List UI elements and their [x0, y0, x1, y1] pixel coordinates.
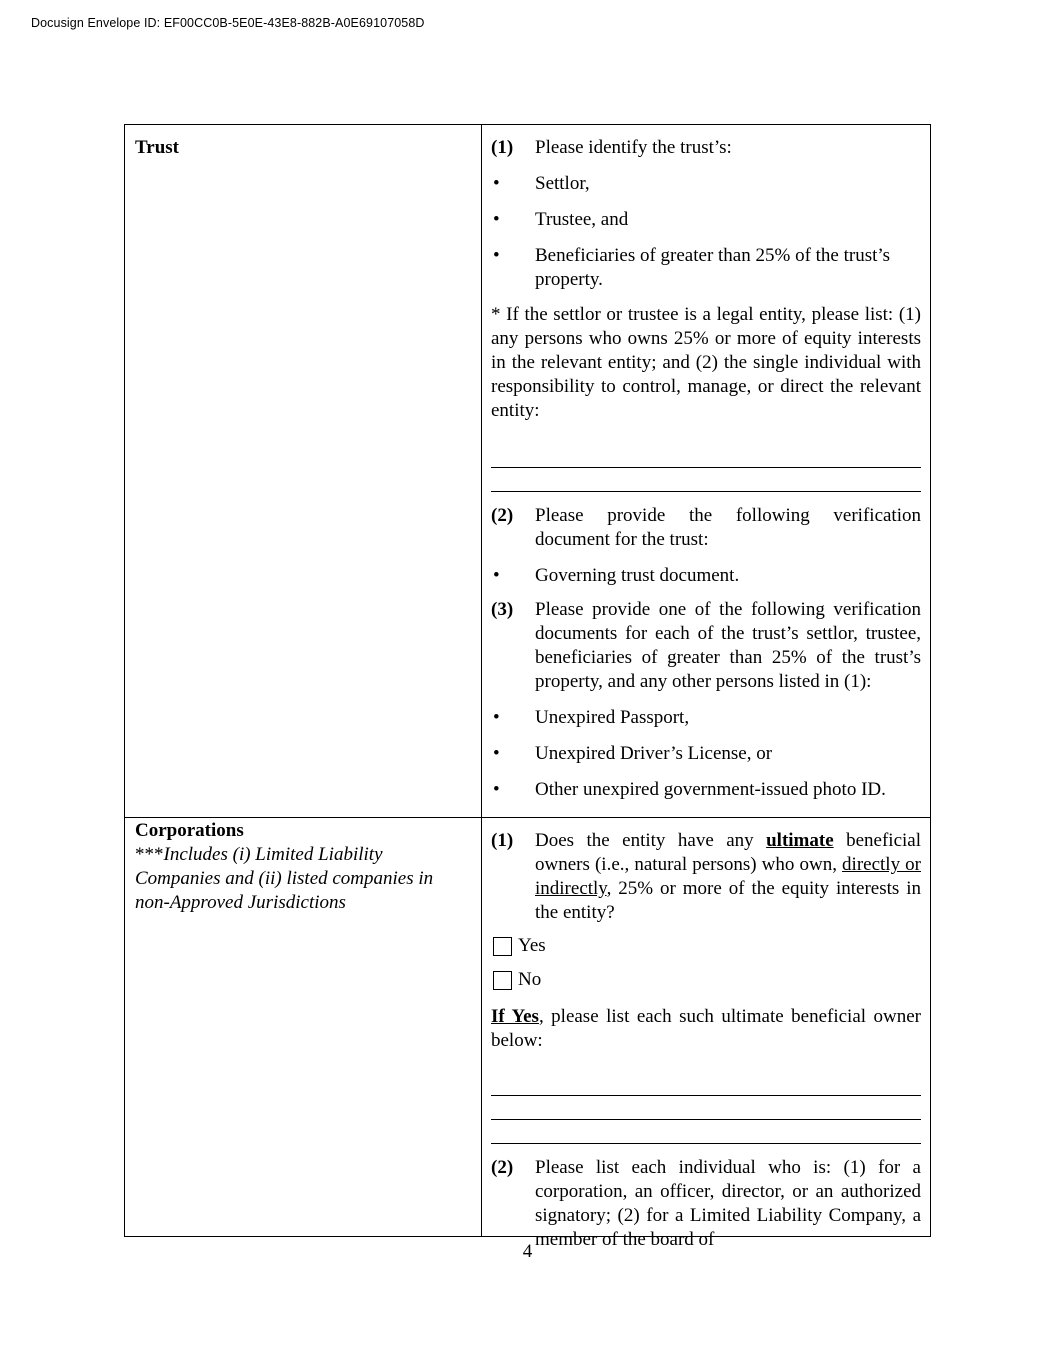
row-divider [125, 817, 930, 818]
list-item: • Unexpired Driver’s License, or [493, 743, 773, 764]
bullet-icon: • [493, 707, 500, 728]
bullet-icon: • [493, 173, 500, 194]
envelope-id: Docusign Envelope ID: EF00CC0B-5E0E-43E8-882B-A0E69107058D [31, 16, 425, 30]
answer-line[interactable] [491, 444, 921, 468]
trust-note: * If the settlor or trustee is a legal entity, please list: (1) any persons who owns 25% or more of equity interests in the relevant entity; and (2) the single individual with responsibility to control, manage, or direct the relevant entity: [491, 304, 921, 421]
yes-label: Yes [518, 935, 546, 956]
bullet-icon: • [493, 779, 500, 800]
question-text: Does the entity have any ultimate beneficial owners (i.e., natural persons) who own, directly or indirectly, 25% or more of the equity interests in the entity? [535, 830, 921, 923]
trust-requirements-cell [491, 136, 921, 802]
corporations-subtitle: ***Includes (i) Limited Liability Companies and (ii) listed companies in non-Approved Jurisdictions [135, 844, 434, 913]
bullet-icon: • [493, 743, 500, 764]
corporations-heading: Corporations [135, 820, 244, 841]
trust-heading: Trust [135, 137, 179, 158]
no-option[interactable] [491, 963, 921, 997]
question-number: (2) [491, 1157, 514, 1178]
no-label: No [518, 969, 542, 990]
trust-question-2 [491, 504, 921, 552]
bullet-icon: • [493, 245, 500, 266]
if-yes-instruction: If Yes, please list each such ultimate beneficial owner below: [491, 1006, 921, 1051]
page-number: 4 [522, 1241, 533, 1262]
question-number: (2) [491, 505, 514, 526]
corporations-heading-cell [135, 819, 470, 915]
trust-heading-cell [135, 136, 470, 160]
bullet-icon: • [493, 209, 500, 230]
trust-question-3 [491, 598, 921, 694]
question-number: (1) [491, 830, 514, 851]
yes-checkbox[interactable] [493, 937, 512, 956]
list-item: • Beneficiaries of greater than 25% of the trust’s property. [493, 245, 891, 290]
question-number: (3) [491, 599, 514, 620]
corporations-requirements-cell [491, 829, 921, 1252]
column-divider [481, 125, 482, 1236]
answer-line[interactable] [491, 1096, 921, 1120]
question-text: Please provide one of the following verification documents for each of the trust’s settlor, trustee, beneficiaries of greater than 25% of the trust’s property, and any other persons listed in (1): [535, 599, 921, 692]
question-text: Please provide the following verification document for the trust: [535, 505, 921, 550]
question-number: (1) [491, 137, 514, 158]
corporations-question-1 [491, 829, 921, 925]
list-item: • Other unexpired government-issued photo ID. [493, 779, 886, 800]
list-item: • Settlor, [493, 173, 590, 194]
list-item: • Governing trust document. [493, 565, 740, 586]
answer-line[interactable] [491, 1120, 921, 1144]
bullet-icon: • [493, 565, 500, 586]
corporations-question-2 [491, 1156, 921, 1252]
list-item: • Unexpired Passport, [493, 707, 690, 728]
no-checkbox[interactable] [493, 971, 512, 990]
question-text: Please list each individual who is: (1) for a corporation, an officer, director, or an authorized signatory; (2) for a Limited Liability Company, a member of the board of [535, 1157, 921, 1250]
answer-line[interactable] [491, 1072, 921, 1096]
yes-option[interactable] [491, 929, 921, 963]
trust-question-1 [491, 136, 921, 160]
list-item: • Trustee, and [493, 209, 629, 230]
question-text: Please identify the trust’s: [535, 137, 732, 158]
answer-line[interactable] [491, 468, 921, 492]
requirements-table [124, 124, 931, 1250]
